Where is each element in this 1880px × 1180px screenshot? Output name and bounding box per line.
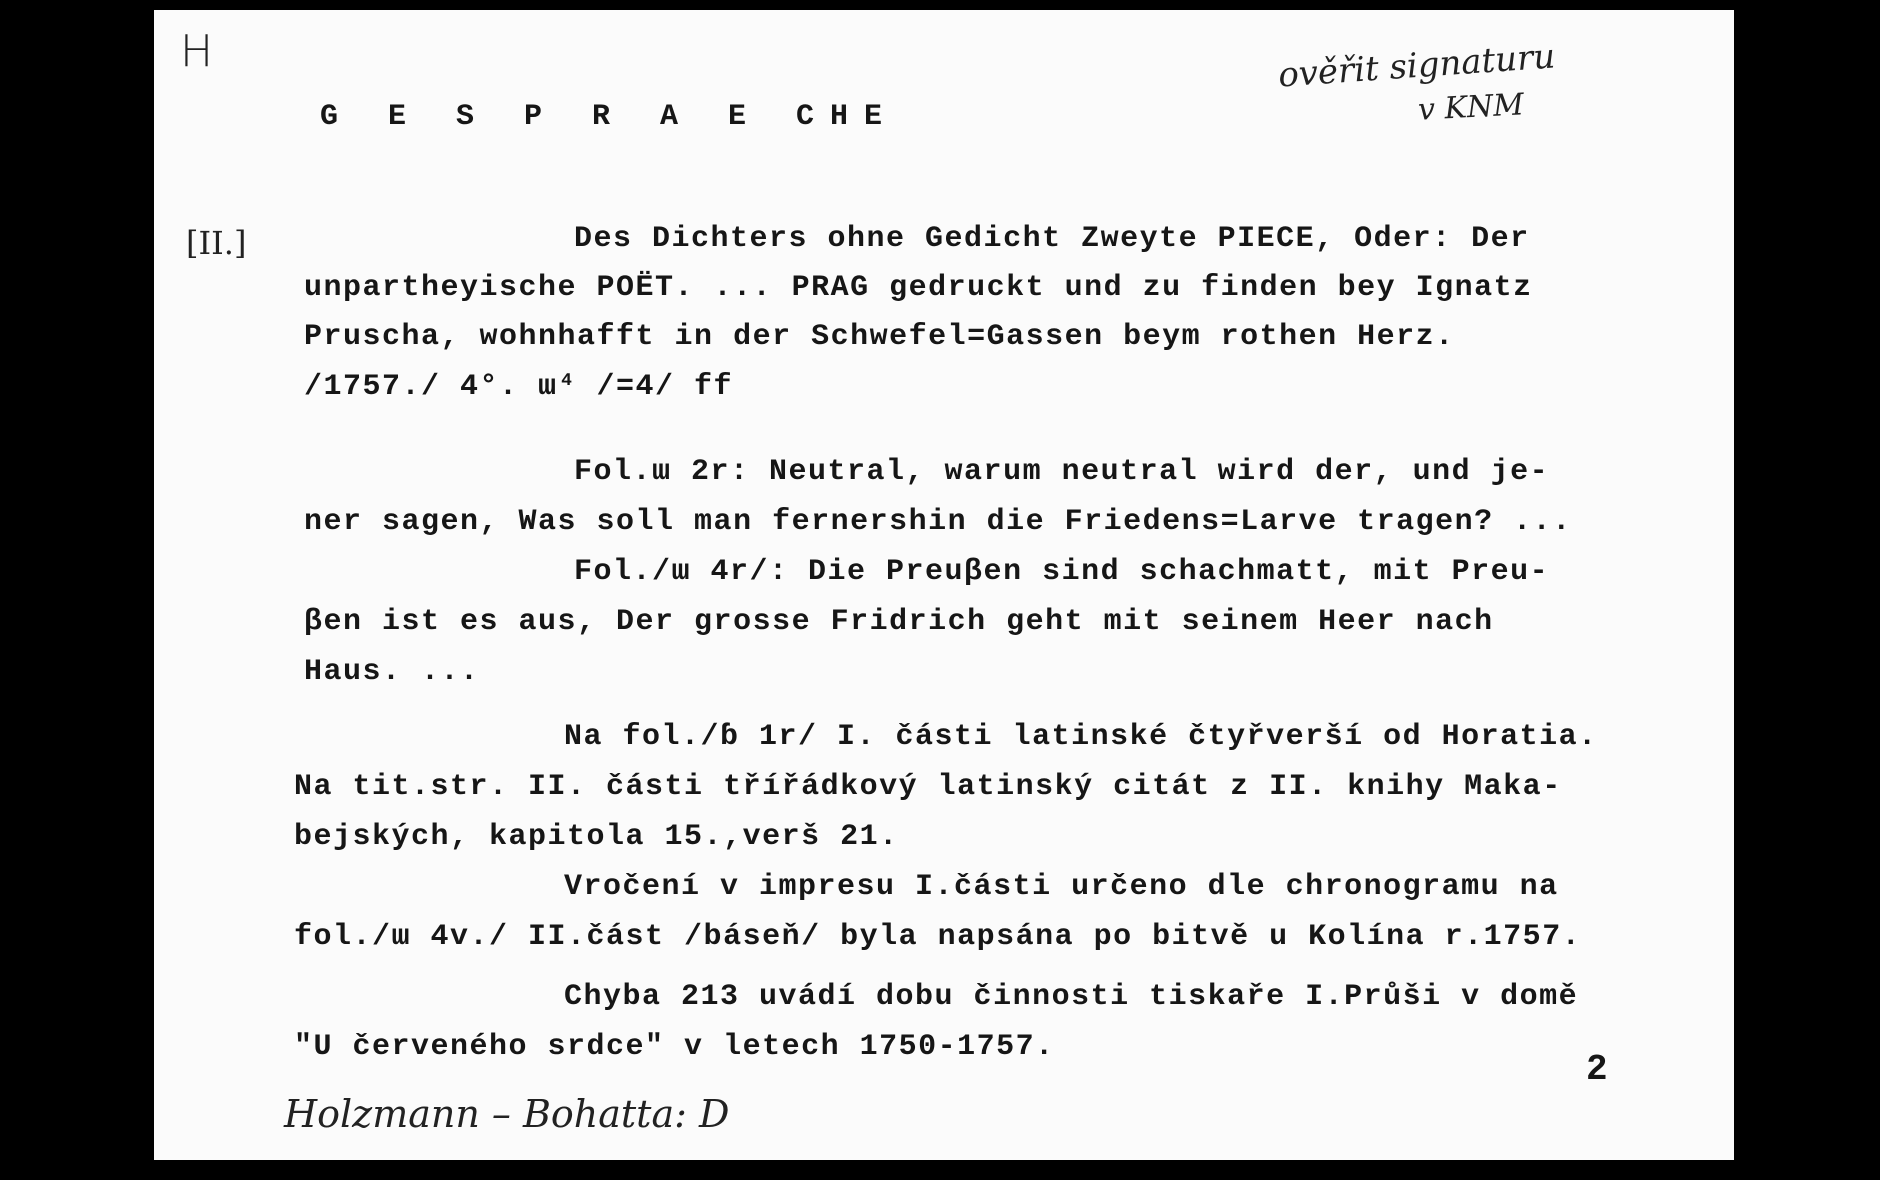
bracket-number: [II.] bbox=[186, 224, 247, 262]
note-line: "U červeného srdce" v letech 1750-1757. bbox=[294, 1030, 1055, 1064]
note-line: Chyba 213 uvádí dobu činnosti tiskaře I.Průši v domě bbox=[564, 980, 1579, 1014]
note-line: Vročení v impresu I.části určeno dle chronogramu na bbox=[564, 870, 1559, 904]
catalog-card bbox=[154, 10, 1734, 1160]
card-title: G E S P R A E CHE bbox=[320, 100, 899, 134]
quote-line: ner sagen, Was soll man fernershin die Friedens=Larve tragen? ... bbox=[304, 505, 1572, 539]
entry-line: /1757./ 4°. ɯ⁴ /=4/ ff bbox=[304, 370, 734, 404]
page-number: 2 bbox=[1586, 1049, 1610, 1090]
entry-line: Pruscha, wohnhafft in der Schwefel=Gassen beym rothen Herz. bbox=[304, 320, 1455, 354]
note-line: bejských, kapitola 15.,verš 21. bbox=[294, 820, 899, 854]
entry-line: unpartheyische POËT. ... PRAG gedruckt und zu finden bey Ignatz bbox=[304, 271, 1533, 305]
entry-line: Des Dichters ohne Gedicht Zweyte PIECE, Oder: Der bbox=[574, 222, 1530, 256]
note-line: fol./ɯ 4v./ II.část /báseň/ byla napsána po bitvě u Kolína r.1757. bbox=[294, 920, 1582, 954]
note-line: Na fol./ɓ 1r/ I. části latinské čtyřverší od Horatia. bbox=[564, 720, 1598, 754]
handwritten-note-knm: v KNM bbox=[1417, 87, 1525, 128]
quote-line: βen ist es aus, Der grosse Fridrich geht mit seinem Heer nach bbox=[304, 605, 1494, 639]
handwritten-signature: Holzmann – Bohatta: D bbox=[284, 1092, 730, 1136]
quote-line: Fol.ɯ 2r: Neutral, warum neutral wird der, und je- bbox=[574, 455, 1550, 489]
corner-letter: H bbox=[180, 26, 214, 77]
note-line: Na tit.str. II. části třířádkový latinský citát z II. knihy Maka- bbox=[294, 770, 1562, 804]
quote-line: Fol./ɯ 4r/: Die Preuβen sind schachmatt, mit Preu- bbox=[574, 555, 1550, 589]
handwritten-note-verify-signature: ověřit signaturu bbox=[1276, 36, 1557, 96]
quote-line: Haus. ... bbox=[304, 655, 480, 689]
